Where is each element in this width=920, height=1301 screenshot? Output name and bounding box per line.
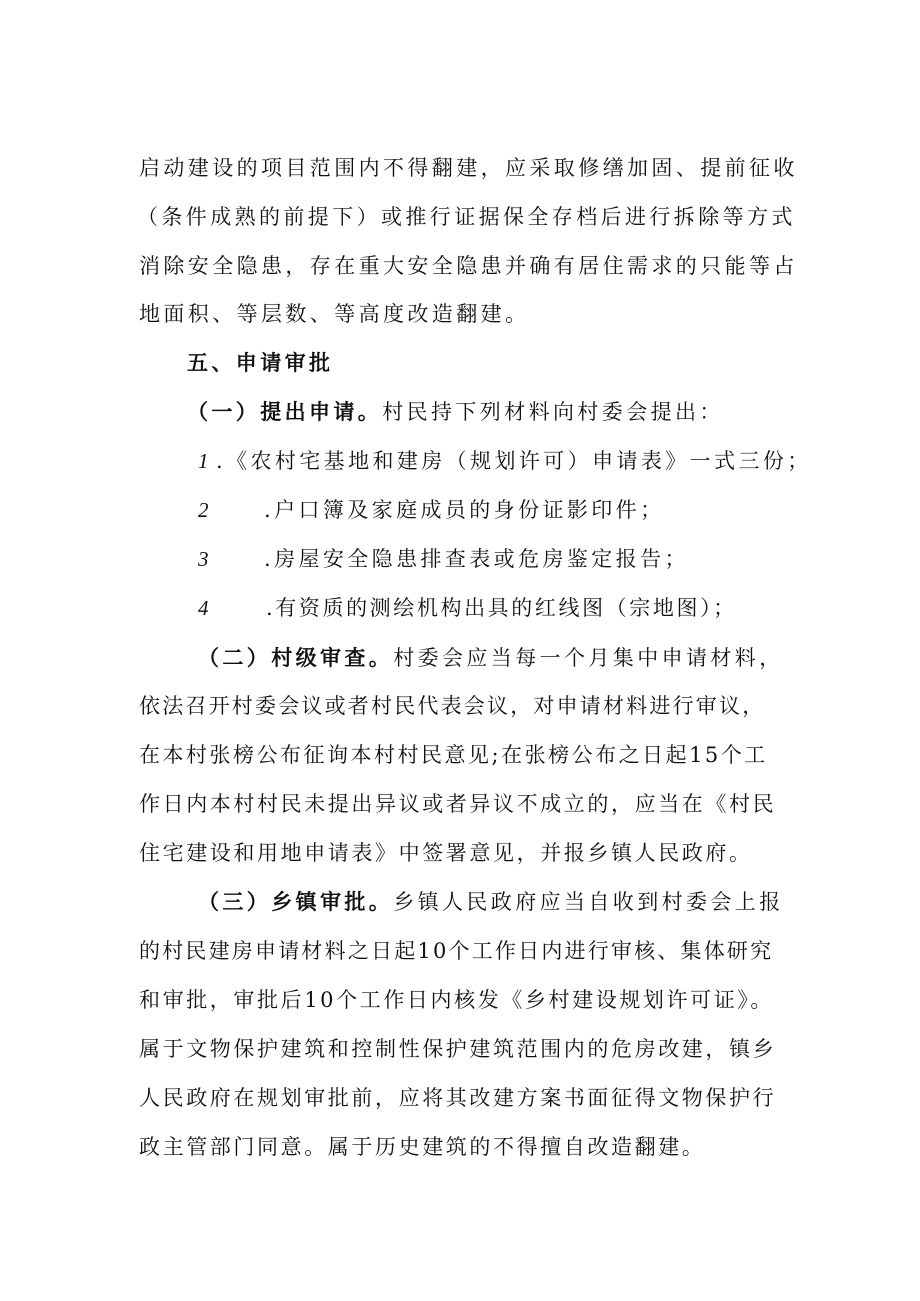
paragraph-line: 和审批，审批后10个工作日内核发《乡村建设规划许可证》。 [139,988,775,1012]
paragraph-line: 作日内本村村民未提出异议或者异议不成立的，应当在《村民 [139,792,777,816]
subsection-text: 村民持下列材料向村委会提出： [382,400,724,424]
list-item-number: 3 [198,547,212,571]
paragraph-line: 依法召开村委会议或者村民代表会议，对申请材料进行审议， [139,694,766,718]
list-item [198,593,737,623]
paragraph-line: 在本村张榜公布征询本村村民意见;在张榜公布之日起15个工 [139,743,768,767]
paragraph-line: 属于文物保护建筑和控制性保护建筑范围内的危房改建，镇乡 [139,1037,777,1061]
subsection-paragraph [187,397,724,427]
subsection-text: 村委会应当每一个月集中申请材料， [393,646,784,670]
paragraph-line: 住宅建设和用地申请表》中签署意见，并报乡镇人民政府。 [139,841,753,865]
subsection-heading: （三）乡镇审批。 [198,889,394,914]
section-heading: 五、申请审批 [187,350,334,375]
paragraph-line: 政主管部门同意。属于历史建筑的不得擅自改造翻建。 [139,1135,706,1159]
list-item-text: .户口簿及家庭成员的身份证影印件； [264,498,665,522]
subsection-heading: （二）村级审查。 [198,645,394,670]
list-item-text: .有资质的测绘机构出具的红线图（宗地图）； [266,596,737,620]
paragraph-line: 的村民建房申请材料之日起10个工作日内进行审核、集体研究 [139,939,774,963]
paragraph-line: 启动建设的项目范围内不得翻建，应采取修缮加固、提前征收 [139,156,798,180]
list-item [198,495,664,525]
list-item-text: .《农村宅基地和建房（规划许可）申请表》一式三份； [216,449,812,473]
list-item-number: 4 [198,596,212,620]
paragraph-line: 人民政府在规划审批前，应将其改建方案书面征得文物保护行 [139,1086,777,1110]
subsection-heading: （一）提出申请。 [187,399,383,424]
list-item-number: 1 [198,449,212,473]
subsection-paragraph [198,887,784,917]
list-item-number: 2 [198,498,212,522]
subsection-paragraph [198,643,784,673]
paragraph-line: 地面积、等层数、等高度改造翻建。 [139,302,530,326]
subsection-text: 乡镇人民政府应当自收到村委会上报 [393,890,784,914]
list-item [198,446,812,476]
list-item [198,544,689,574]
paragraph-line: （条件成熟的前提下）或推行证据保全存档后进行拆除等方式 [137,205,796,229]
list-item-text: .房屋安全隐患排查表或危房鉴定报告； [264,547,689,571]
paragraph-line: 消除安全隐患，存在重大安全隐患并确有居住需求的只能等占 [139,254,798,278]
